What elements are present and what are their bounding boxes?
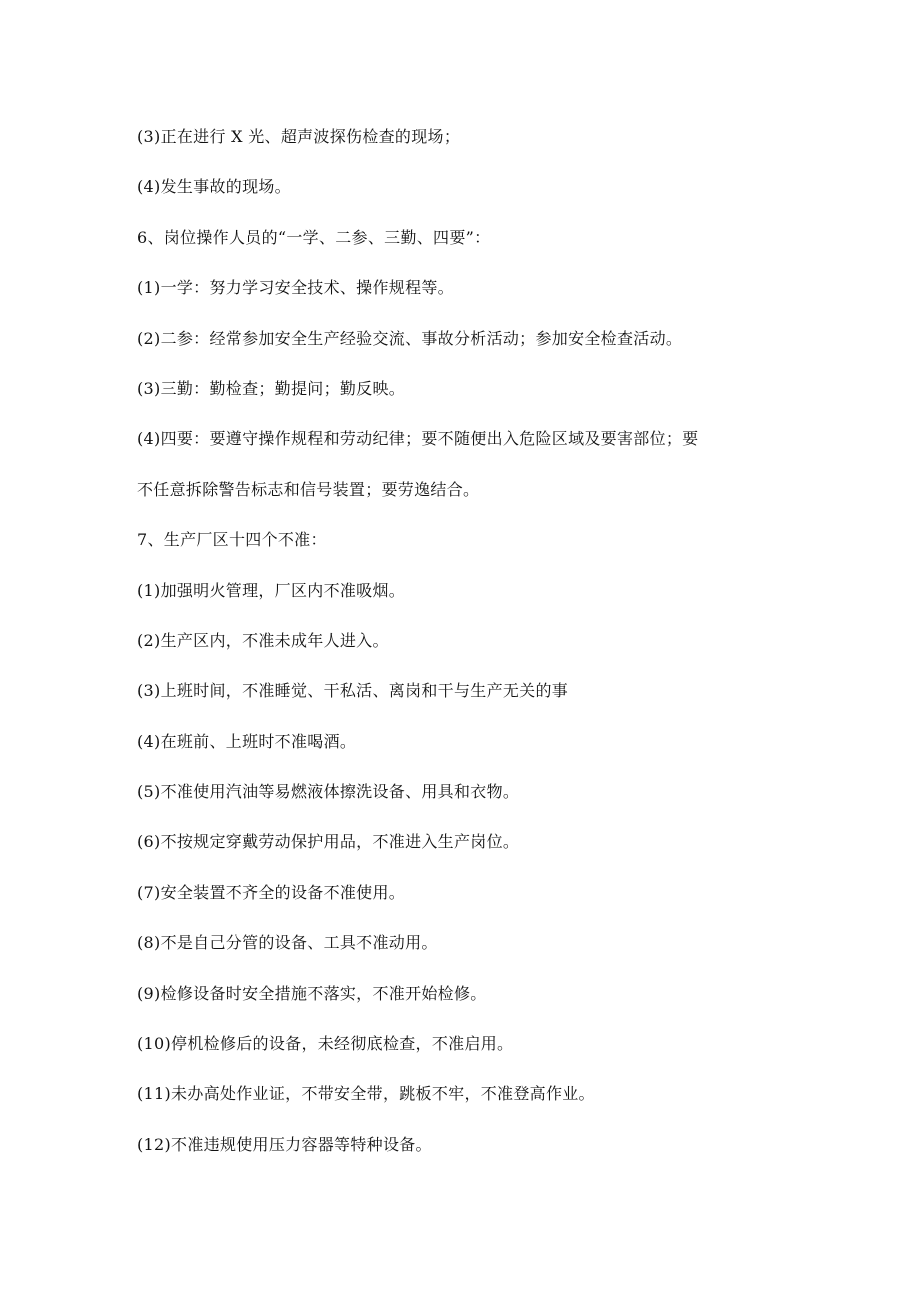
text-line-7: (4)四要：要遵守操作规程和劳动纪律；要不随便出入危险区域及要害部位；要 (137, 429, 699, 449)
text-line-16: (7)安全装置不齐全的设备不准使用。 (137, 882, 406, 902)
text-line-13: (4)在班前、上班时不准喝酒。 (137, 731, 357, 751)
text-line-6: (3)三勤：勤检查；勤提问；勤反映。 (137, 378, 406, 398)
text-line-20: (11)未办高处作业证，不带安全带，跳板不牢，不准登高作业。 (137, 1084, 595, 1104)
text-line-18: (9)检修设备时安全措施不落实，不准开始检修。 (137, 983, 487, 1003)
text-line-21: (12)不准违规使用压力容器等特种设备。 (137, 1134, 432, 1154)
text-line-8: 不任意拆除警告标志和信号装置；要劳逸结合。 (137, 479, 480, 499)
text-line-5: (2)二参：经常参加安全生产经验交流、事故分析活动；参加安全检查活动。 (137, 328, 683, 348)
text-line-17: (8)不是自己分管的设备、工具不准动用。 (137, 933, 438, 953)
text-line-12: (3)上班时间，不准睡觉、干私活、离岗和干与生产无关的事 (137, 681, 569, 701)
text-line-11: (2)生产区内，不准未成年人进入。 (137, 630, 389, 650)
text-line-4: (1)一学：努力学习安全技术、操作规程等。 (137, 278, 454, 298)
text-line-19: (10)停机检修后的设备，未经彻底检查，不准启用。 (137, 1034, 514, 1054)
document-body (137, 124, 787, 1182)
text-line-1: (3)正在进行 X 光、超声波探伤检查的现场； (137, 127, 461, 146)
text-line-10: (1)加强明火管理，厂区内不准吸烟。 (137, 580, 406, 600)
section-heading-6: 6、岗位操作人员的“一学、二参、三勤、四要”： (137, 227, 491, 247)
text-line-15: (6)不按规定穿戴劳动保护用品，不准进入生产岗位。 (137, 832, 520, 852)
text-line-2: (4)发生事故的现场。 (137, 177, 291, 197)
text-line-14: (5)不准使用汽油等易燃液体擦洗设备、用具和衣物。 (137, 782, 520, 802)
section-heading-7: 7、生产厂区十四个不准： (137, 530, 327, 550)
